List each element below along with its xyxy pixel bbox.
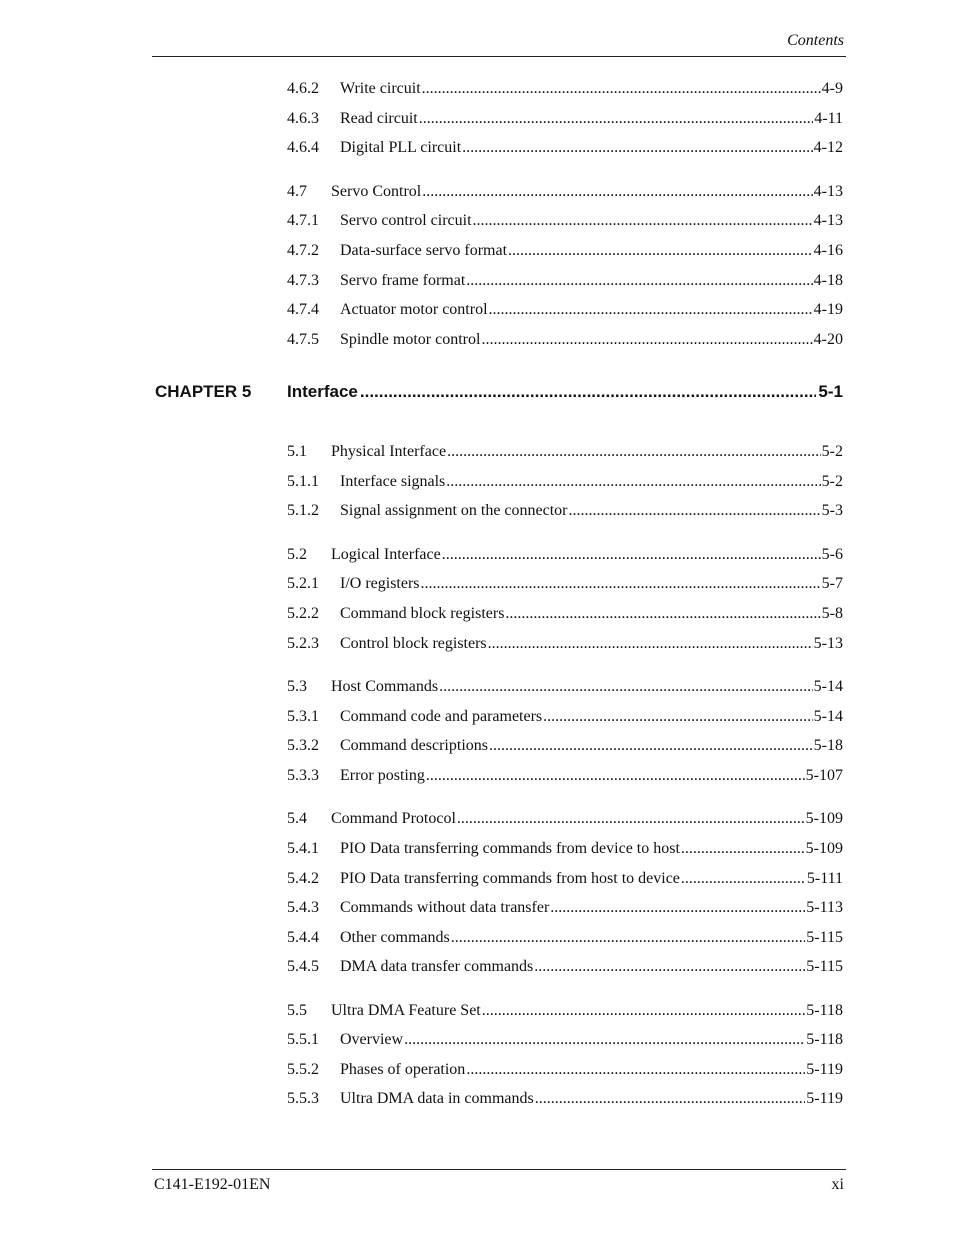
header-rule bbox=[152, 56, 846, 57]
dot-leader bbox=[446, 471, 820, 493]
toc-entry[interactable] bbox=[287, 956, 843, 978]
toc-entry-page: 5-113 bbox=[806, 899, 843, 916]
toc-entry-page: 5-111 bbox=[806, 870, 843, 887]
toc-entry-number: 5.5 bbox=[287, 1002, 307, 1019]
dot-leader bbox=[466, 270, 812, 292]
toc-entry-number: 4.6.2 bbox=[287, 80, 319, 97]
toc-entry-title: Signal assignment on the connector bbox=[340, 502, 568, 519]
toc-entry[interactable] bbox=[287, 603, 843, 625]
toc-entry-number: 4.7 bbox=[287, 183, 307, 200]
footer-rule bbox=[152, 1169, 846, 1170]
toc-entry-page: 4-16 bbox=[813, 242, 843, 259]
toc-entry[interactable] bbox=[287, 838, 843, 860]
document-id: C141-E192-01EN bbox=[154, 1176, 271, 1193]
toc-entry-number: 4.6.4 bbox=[287, 139, 319, 156]
dot-leader bbox=[404, 1029, 805, 1051]
toc-entry-page: 4-9 bbox=[821, 80, 843, 97]
toc-entry-title: PIO Data transferring commands from host to device bbox=[340, 870, 680, 887]
toc-entry-number: 5.4.2 bbox=[287, 870, 319, 887]
toc-entry-title: Error posting bbox=[340, 767, 425, 784]
dot-leader bbox=[360, 381, 817, 403]
toc-entry-title: Command descriptions bbox=[340, 737, 488, 754]
toc-entry-number: 5.3.2 bbox=[287, 737, 319, 754]
toc-entry-title: Servo Control bbox=[331, 183, 422, 200]
toc-entry[interactable] bbox=[287, 808, 843, 830]
toc-entry-page: 5-109 bbox=[805, 810, 843, 827]
toc-entry-page: 5-118 bbox=[806, 1002, 843, 1019]
toc-entry[interactable] bbox=[287, 706, 843, 728]
dot-leader bbox=[422, 78, 821, 100]
dot-leader bbox=[466, 1059, 805, 1081]
dot-leader bbox=[489, 299, 813, 321]
toc-entry-page: 5-119 bbox=[806, 1090, 843, 1107]
toc-entry-title: Ultra DMA Feature Set bbox=[331, 1002, 481, 1019]
toc-entry[interactable] bbox=[287, 735, 843, 757]
toc-entry-number: 5.5.2 bbox=[287, 1061, 319, 1078]
toc-entry-number: 5.2 bbox=[287, 546, 307, 563]
toc-entry[interactable] bbox=[287, 78, 843, 100]
toc-entry-number: 5.4.3 bbox=[287, 899, 319, 916]
toc-entry-title: Commands without data transfer bbox=[340, 899, 550, 916]
page-number: xi bbox=[831, 1176, 844, 1193]
toc-entry-page: 5-3 bbox=[821, 502, 843, 519]
toc-entry-number: 5.2.3 bbox=[287, 635, 319, 652]
toc-entry-title: Spindle motor control bbox=[340, 331, 481, 348]
toc-entry-number: 5.1.1 bbox=[287, 473, 319, 490]
toc-entry-number: 5.4 bbox=[287, 810, 307, 827]
toc-entry-title: Servo control circuit bbox=[340, 212, 472, 229]
toc-entry-number: 4.7.2 bbox=[287, 242, 319, 259]
toc-entry-number: 4.7.5 bbox=[287, 331, 319, 348]
toc-entry-page: 4-18 bbox=[813, 272, 843, 289]
toc-entry-title: Command code and parameters bbox=[340, 708, 543, 725]
toc-entry[interactable] bbox=[287, 676, 843, 698]
toc-entry-page: 4-13 bbox=[813, 183, 843, 200]
toc-entry-title: Digital PLL circuit bbox=[340, 139, 462, 156]
toc-entry-title: Phases of operation bbox=[340, 1061, 466, 1078]
toc-entry-title: PIO Data transferring commands from device to host bbox=[340, 840, 680, 857]
dot-leader bbox=[550, 897, 805, 919]
toc-entry[interactable] bbox=[287, 765, 843, 787]
toc-entry-page: 4-11 bbox=[814, 110, 843, 127]
toc-entry-title: I/O registers bbox=[340, 575, 420, 592]
toc-entry-title: Command block registers bbox=[340, 605, 505, 622]
dot-leader bbox=[439, 676, 813, 698]
dot-leader bbox=[481, 329, 812, 351]
toc-entry[interactable] bbox=[287, 137, 843, 159]
toc-entry[interactable] bbox=[287, 1000, 843, 1022]
dot-leader bbox=[457, 808, 805, 830]
toc-entry[interactable] bbox=[287, 270, 843, 292]
dot-leader bbox=[569, 500, 821, 522]
toc-entry-page: 5-7 bbox=[821, 575, 843, 592]
toc-entry-title: Command Protocol bbox=[331, 810, 456, 827]
dot-leader bbox=[473, 210, 813, 232]
dot-leader bbox=[426, 765, 805, 787]
dot-leader bbox=[489, 735, 813, 757]
toc-entry[interactable] bbox=[287, 500, 843, 522]
toc-entry-title: Physical Interface bbox=[331, 443, 447, 460]
toc-entry[interactable] bbox=[287, 1059, 843, 1081]
toc-entry-title: Servo frame format bbox=[340, 272, 466, 289]
toc-entry-title: Overview bbox=[340, 1031, 404, 1048]
toc-entry-number: 5.4.5 bbox=[287, 958, 319, 975]
toc-entry-number: 5.1.2 bbox=[287, 502, 319, 519]
toc-entry-title: Other commands bbox=[340, 929, 450, 946]
toc-entry-title: Control block registers bbox=[340, 635, 487, 652]
toc-entry-number: 4.7.3 bbox=[287, 272, 319, 289]
toc-entry-number: 4.6.3 bbox=[287, 110, 319, 127]
toc-entry[interactable] bbox=[287, 329, 843, 351]
toc-entry-number: 5.3 bbox=[287, 678, 307, 695]
toc-entry[interactable] bbox=[287, 1088, 843, 1110]
toc-entry-number: 5.5.3 bbox=[287, 1090, 319, 1107]
toc-entry-page: 4-20 bbox=[813, 331, 843, 348]
toc-entry[interactable] bbox=[287, 471, 843, 493]
toc-entry-number: 5.2.2 bbox=[287, 605, 319, 622]
toc-entry[interactable] bbox=[287, 240, 843, 262]
toc-entry-title: Logical Interface bbox=[331, 546, 441, 563]
toc-entry-page: 5-8 bbox=[821, 605, 843, 622]
toc-entry[interactable] bbox=[287, 299, 843, 321]
toc-entry-title: Read circuit bbox=[340, 110, 418, 127]
dot-leader bbox=[508, 240, 813, 262]
chapter-title: Interface bbox=[287, 382, 358, 401]
toc-entry[interactable] bbox=[287, 633, 843, 655]
toc-entry[interactable] bbox=[287, 108, 843, 130]
toc-entry-page: 5-14 bbox=[813, 708, 843, 725]
chapter-page: 5-1 bbox=[818, 382, 843, 401]
toc-entry-number: 5.1 bbox=[287, 443, 307, 460]
toc-entry-number: 5.3.1 bbox=[287, 708, 319, 725]
toc-entry-page: 4-13 bbox=[813, 212, 843, 229]
toc-entry[interactable] bbox=[287, 1029, 843, 1051]
toc-entry-page: 5-115 bbox=[806, 958, 843, 975]
toc-entry-page: 4-12 bbox=[813, 139, 843, 156]
toc-entry-title: Write circuit bbox=[340, 80, 421, 97]
toc-entry-page: 5-109 bbox=[805, 840, 843, 857]
toc-entry-number: 4.7.4 bbox=[287, 301, 319, 318]
toc-entry-title: Host Commands bbox=[331, 678, 439, 695]
toc-entry-number: 5.3.3 bbox=[287, 767, 319, 784]
dot-leader bbox=[488, 633, 813, 655]
toc-entry-page: 5-6 bbox=[821, 546, 843, 563]
dot-leader bbox=[681, 838, 805, 860]
toc-entry[interactable] bbox=[287, 868, 843, 890]
dot-leader bbox=[422, 181, 812, 203]
toc-entry[interactable] bbox=[287, 441, 843, 463]
toc-entry-title: Actuator motor control bbox=[340, 301, 488, 318]
toc-entry-page: 4-19 bbox=[813, 301, 843, 318]
toc-entry-title: Ultra DMA data in commands bbox=[340, 1090, 534, 1107]
toc-entry-page: 5-13 bbox=[813, 635, 843, 652]
toc-entry-page: 5-115 bbox=[806, 929, 843, 946]
toc-entry[interactable] bbox=[287, 897, 843, 919]
chapter-label: CHAPTER 5 bbox=[155, 382, 252, 401]
toc-entry-page: 5-18 bbox=[813, 737, 843, 754]
toc-entry-page: 5-14 bbox=[813, 678, 843, 695]
dot-leader bbox=[442, 544, 821, 566]
dot-leader bbox=[482, 1000, 806, 1022]
dot-leader bbox=[447, 441, 821, 463]
toc-entry-number: 5.4.1 bbox=[287, 840, 319, 857]
toc-entry-title: Interface signals bbox=[340, 473, 446, 490]
dot-leader bbox=[462, 137, 813, 159]
toc-entry[interactable] bbox=[287, 573, 843, 595]
dot-leader bbox=[421, 573, 821, 595]
dot-leader bbox=[681, 868, 806, 890]
dot-leader bbox=[419, 108, 814, 130]
toc-entry[interactable] bbox=[287, 927, 843, 949]
toc-entry-page: 5-119 bbox=[806, 1061, 843, 1078]
running-header: Contents bbox=[787, 32, 844, 49]
dot-leader bbox=[535, 1088, 806, 1110]
chapter-heading[interactable] bbox=[155, 381, 843, 403]
dot-leader bbox=[505, 603, 820, 625]
toc-entry-page: 5-2 bbox=[821, 443, 843, 460]
toc-entry-number: 5.5.1 bbox=[287, 1031, 319, 1048]
toc-entry-title: Data-surface servo format bbox=[340, 242, 508, 259]
dot-leader bbox=[534, 956, 805, 978]
toc-entry-page: 5-118 bbox=[806, 1031, 843, 1048]
dot-leader bbox=[543, 706, 813, 728]
toc-entry[interactable] bbox=[287, 544, 843, 566]
toc-entry-page: 5-107 bbox=[805, 767, 843, 784]
toc-entry-title: DMA data transfer commands bbox=[340, 958, 534, 975]
toc-entry-number: 4.7.1 bbox=[287, 212, 319, 229]
toc-entry-page: 5-2 bbox=[821, 473, 843, 490]
toc-entry-number: 5.2.1 bbox=[287, 575, 319, 592]
toc-entry[interactable] bbox=[287, 181, 843, 203]
dot-leader bbox=[451, 927, 806, 949]
toc-entry-number: 5.4.4 bbox=[287, 929, 319, 946]
toc-entry[interactable] bbox=[287, 210, 843, 232]
